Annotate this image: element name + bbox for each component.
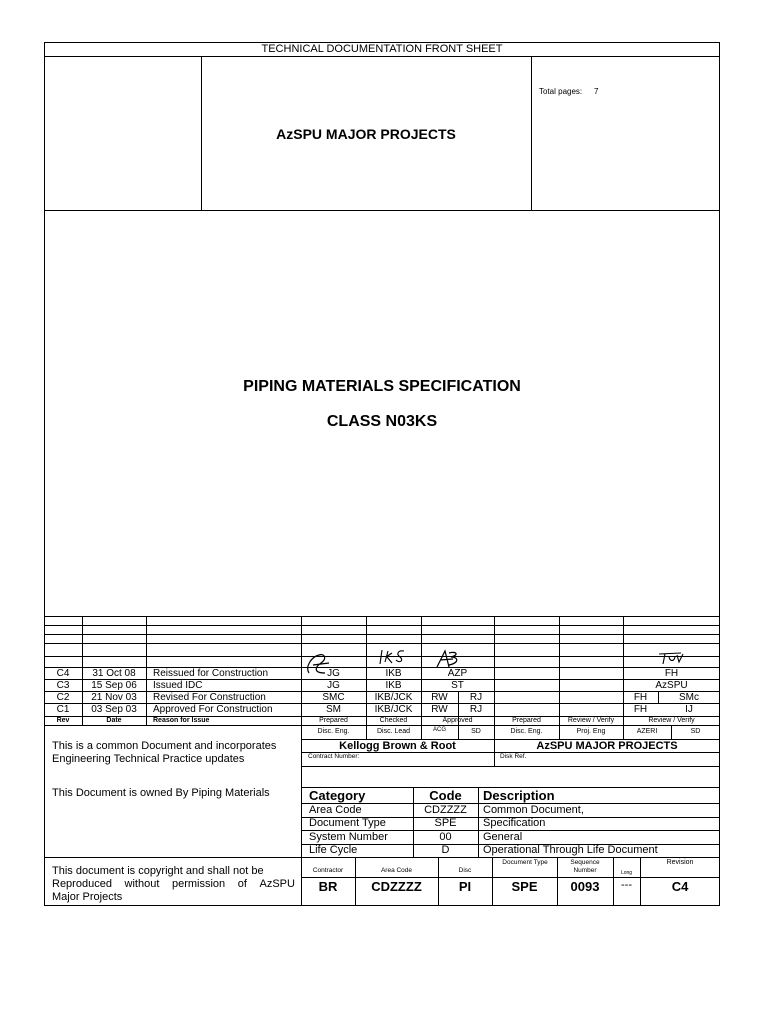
description-cell: Specification bbox=[483, 817, 546, 829]
prepared-cell: JG bbox=[327, 680, 340, 691]
date-cell: 03 Sep 03 bbox=[91, 704, 137, 715]
copyright-line1: This document is copyright and shall not be bbox=[52, 865, 264, 877]
prepared-cell: SMC bbox=[322, 692, 345, 703]
client-name: AzSPU MAJOR PROJECTS bbox=[536, 740, 678, 752]
disc-label: Disc bbox=[458, 867, 472, 874]
prepared-header-2: Prepared bbox=[512, 717, 541, 724]
approved-cell: RW bbox=[431, 704, 448, 715]
review-verify-cell-2: SMc bbox=[679, 692, 699, 703]
reason-header: Reason for Issue bbox=[153, 717, 210, 724]
approved-header: Approved bbox=[442, 717, 473, 724]
rev-cell: C2 bbox=[56, 692, 70, 703]
role-disc-lead: Disc. Lead bbox=[376, 728, 411, 735]
role-disc-eng: Disc. Eng. bbox=[317, 728, 350, 735]
disc-value: PI bbox=[458, 879, 472, 894]
signature-checked bbox=[376, 648, 406, 666]
long-value: --- bbox=[621, 879, 632, 891]
copyright-word: Reproduced bbox=[52, 878, 112, 890]
date-cell: 15 Sep 06 bbox=[91, 680, 137, 691]
long-label: Long bbox=[620, 870, 633, 876]
total-pages-label: Total pages: bbox=[539, 87, 583, 96]
doc-type-value: SPE bbox=[511, 879, 538, 894]
approved-cell: RW bbox=[431, 692, 448, 703]
checked-cell: IKB bbox=[385, 680, 402, 691]
note-etp-updates: Engineering Technical Practice updates bbox=[52, 753, 245, 765]
prepared-cell: JG bbox=[327, 668, 340, 679]
contractor-value: BR bbox=[318, 879, 338, 894]
copyright-word: AzSPU bbox=[259, 878, 295, 890]
copyright-word: permission bbox=[171, 878, 226, 890]
code-cell: CDZZZZ bbox=[424, 804, 467, 816]
rev-cell: C1 bbox=[56, 704, 70, 715]
signature-approved bbox=[433, 647, 461, 669]
rev-cell: C3 bbox=[56, 680, 70, 691]
rev-header: Rev bbox=[56, 717, 70, 724]
doc-type-label: Document Type bbox=[502, 859, 548, 866]
role-disc-eng-2: Disc. Eng. bbox=[510, 728, 543, 735]
project-name: AzSPU MAJOR PROJECTS bbox=[276, 126, 456, 142]
contractor-name: Kellogg Brown & Root bbox=[339, 740, 456, 752]
doc-title-line2: CLASS N03KS bbox=[326, 413, 438, 430]
code-header: Code bbox=[429, 788, 462, 803]
prepared-header: Prepared bbox=[319, 717, 348, 724]
role-azeri: AZERI bbox=[636, 728, 658, 735]
copyright-line3: Major Projects bbox=[52, 891, 123, 903]
role-sd-2: SD bbox=[690, 728, 701, 735]
area-code-value: CDZZZZ bbox=[371, 879, 422, 894]
checked-cell: IKB/JCK bbox=[374, 704, 413, 715]
description-cell: Common Document, bbox=[483, 804, 584, 816]
review-verify-cell: FH bbox=[664, 668, 679, 679]
code-cell: D bbox=[441, 844, 450, 856]
review-verify-header: Review / Verify bbox=[648, 717, 695, 724]
sequence-number-value: 0093 bbox=[570, 879, 600, 894]
category-cell: Life Cycle bbox=[309, 844, 358, 856]
copyright-word: of bbox=[237, 878, 247, 890]
checked-cell: IKB bbox=[385, 668, 402, 679]
total-pages-value: 7 bbox=[594, 87, 599, 96]
revision-label: Revision bbox=[666, 859, 694, 866]
review-header: Review / Verify bbox=[567, 717, 615, 724]
description-cell: Operational Through Life Document bbox=[483, 844, 658, 856]
reason-cell: Issued IDC bbox=[153, 680, 203, 691]
date-cell: 31 Oct 08 bbox=[92, 668, 136, 679]
sequence-number-label: Sequence Number bbox=[570, 859, 600, 874]
category-cell: System Number bbox=[309, 831, 388, 843]
note-owner: This Document is owned By Piping Materials bbox=[52, 787, 270, 799]
checked-header: Checked bbox=[379, 717, 408, 724]
note-common-doc: This is a common Document and incorporates bbox=[52, 740, 277, 752]
date-header: Date bbox=[106, 717, 122, 724]
role-proj-eng: Proj. Eng bbox=[576, 728, 606, 735]
code-cell: 00 bbox=[439, 831, 452, 843]
signature-review bbox=[657, 650, 685, 666]
outer-frame bbox=[44, 42, 720, 906]
copyright-word: without bbox=[124, 878, 160, 890]
role-acg: ACG bbox=[432, 727, 446, 733]
disk-ref-label: Disk Ref. bbox=[500, 753, 527, 760]
area-code-label: Area Code bbox=[380, 867, 413, 874]
date-cell: 21 Nov 03 bbox=[91, 692, 137, 703]
review-verify-cell: FH bbox=[633, 692, 648, 703]
revision-value: C4 bbox=[671, 879, 689, 894]
approved-cell: AZP bbox=[447, 668, 468, 679]
approved-cell: ST bbox=[451, 680, 464, 691]
reason-cell: Revised For Construction bbox=[153, 692, 266, 703]
category-cell: Document Type bbox=[309, 817, 386, 829]
description-header: Description bbox=[483, 788, 555, 803]
category-header: Category bbox=[309, 788, 366, 803]
doc-title-line1: PIPING MATERIALS SPECIFICATION bbox=[243, 378, 521, 395]
copyright-line2 bbox=[52, 879, 295, 890]
review-verify-cell-2: IJ bbox=[685, 704, 693, 715]
description-cell: General bbox=[483, 831, 523, 843]
contractor-label: Contractor bbox=[312, 867, 344, 874]
code-cell: SPE bbox=[434, 817, 457, 829]
review-verify-cell: FH bbox=[633, 704, 648, 715]
prepared-cell: SM bbox=[326, 704, 341, 715]
rev-cell: C4 bbox=[56, 668, 70, 679]
contract-number-label: Contract Number: bbox=[308, 753, 360, 760]
category-cell: Area Code bbox=[309, 804, 362, 816]
role-sd: SD bbox=[471, 728, 481, 735]
reason-cell: Approved For Construction bbox=[153, 704, 273, 715]
checked-cell: IKB/JCK bbox=[374, 692, 413, 703]
approved-cell-2: RJ bbox=[469, 704, 483, 715]
review-verify-cell: AzSPU bbox=[655, 680, 688, 691]
approved-cell-2: RJ bbox=[469, 692, 483, 703]
reason-cell: Reissued for Construction bbox=[153, 668, 269, 679]
sheet-title: TECHNICAL DOCUMENTATION FRONT SHEET bbox=[261, 43, 503, 55]
